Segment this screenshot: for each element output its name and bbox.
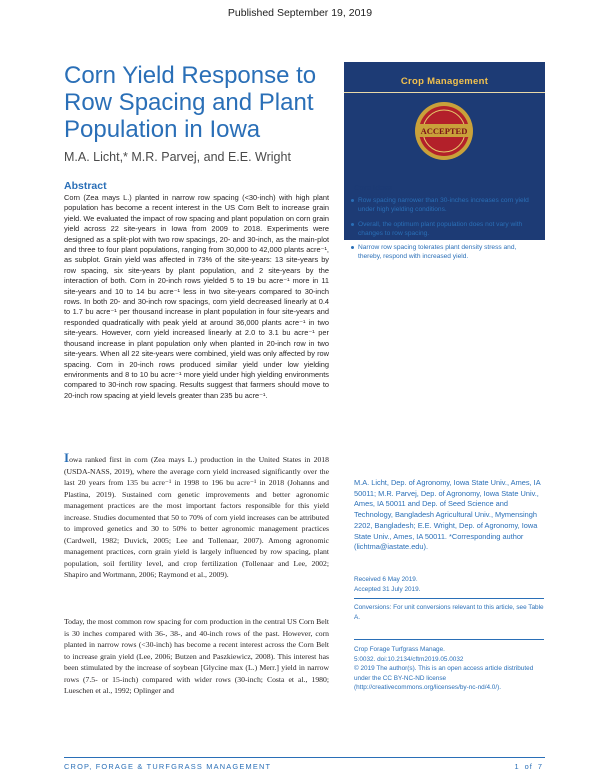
author-list: M.A. Licht,* M.R. Parvej, and E.E. Wright <box>64 150 291 164</box>
license-note: © 2019 The author(s). This is an open access article distributed under the CC BY-NC-ND license (http://creativecommons.org/licenses/by-nc-nd/4.0/). <box>354 665 534 692</box>
accepted-date: Accepted 31 July 2019. <box>354 585 421 593</box>
sidebar-divider <box>354 639 544 640</box>
published-date: Published September 19, 2019 <box>227 7 373 19</box>
sidebar-divider <box>354 598 544 599</box>
article-title: Corn Yield Response to Row Spacing and Plant Population in Iowa <box>64 62 317 143</box>
doi-line: 5:0032. doi:10.2134/cftm2019.05.0032 <box>354 655 464 663</box>
page-number <box>514 762 545 771</box>
citation-block <box>354 645 544 693</box>
accepted-seal-icon <box>413 100 475 162</box>
received-date: Received 6 May 2019. <box>354 576 418 583</box>
page-of: of <box>524 762 533 771</box>
core-idea-item: Row spacing narrower than 30-inches increases corn yield under high yielding conditions. <box>349 196 539 215</box>
journal-reference: Crop Forage Turfgrass Manage. <box>354 646 445 653</box>
core-idea-item: Narrow row spacing tolerates plant density stress and, thereby, respond with increased yield. <box>349 243 539 262</box>
footer-divider <box>64 757 545 758</box>
body-paragraph-1-text: owa ranked first in corn (Zea mays L.) production in the United States in 2018 (USDA-NASS, 2019), where the average corn yield increased significantly over the last 20 years from 135 bu acre⁻¹ in 1998 to 196 bu acre⁻¹ in 2018 (Johanns and Plastina, 2019). Sustained corn genetic improvements and better agronomic management practices are the most important factors responsible for this yield increase. Studies documented that 50 to 70% of corn yield increases can be attributed to improved genetics and 30 to 50% to better agronomic management practices (Cardwell, 1982; Duvick, 2005; Lee and Tollenaar, 2007). Among agronomic management practices, corn grain yield is largely influenced by row spacing, plant population, soil fertility level, and crop fertilization (Tollenaar and Lee, 2002; Shapiro and Wortmann, 2006; Raymond et al., 2009). <box>64 455 329 579</box>
core-ideas-list <box>349 196 539 267</box>
abstract-heading: Abstract <box>64 180 107 192</box>
article-dates <box>354 575 544 594</box>
body-paragraph-1 <box>64 452 329 581</box>
drop-cap: I <box>64 450 70 465</box>
core-idea-item: Overall, the optimum plant population does not vary with changes to row spacing. <box>349 220 539 239</box>
body-paragraph-2: Today, the most common row spacing for corn production in the central US Corn Belt is 30 inches compared with 36-, 38-, and 40-inch rows of the past. However, corn planted in narrow rows (<30-inch) has become a recent interest across the Corn Belt to increase grain yield (Lee, 2006; Butzen and Paszkiewicz, 2008). This interest has been stimulated by the increase of soybean [Glycine max (L.) Merr.] yield in narrow rows (7.5- or 15-inch) compared with wider rows (30-inch; Costa et al., 1980; Lueschen et al., 1992; Oplinger and <box>64 617 329 695</box>
category-label: Crop Management <box>400 76 489 87</box>
unit-conversions-note: Conversions: For unit conversions relevant to this article, see Table A. <box>354 604 544 621</box>
footer-journal-name: CROP, FORAGE & TURFGRASS MANAGEMENT <box>64 762 272 771</box>
seal-text: ACCEPTED <box>420 126 468 136</box>
page-current: 1 <box>514 762 520 771</box>
core-ideas-heading: Core Ideas <box>354 183 393 192</box>
page-total: 7 <box>537 762 543 771</box>
abstract-text: Corn (Zea mays L.) planted in narrow row spacing (<30-inch) with high plant population has become a recent interest in the US Corn Belt to increase grain yield. We evaluated the impact of row spacing and plant population on corn grain yield across 22 site-years in Iowa from 2009 to 2018. Experiments were designed as a split-plot with two row spacings, 20- and 30-inch, as the main-plot and three to four plant populations, ranging from 30,000 to 42,000 plants acre⁻¹, as subplot. Grain yield was affected in 73% of the site-years: 13 site-years by row spacing, six site-years by plant population, and 2 site-years by the interaction of both. Corn in 20-inch rows yielded 5 to 19 bu acre⁻¹ more in 11 site-years and 10 to 14 bu acre⁻¹ less in two site-years compared to 30-inch rows. In both 20- and 30-inch row spacings, corn yield decreased linearly at 0.4 to 1.7 bu acre⁻¹ per thousand increase in plant population in four site-years and responded quadratically with peak yield at around 36,000 plants acre⁻¹ in two site-years. However, corn yield increased linearly at 2.0 to 3.1 bu acre⁻¹ per thousand increase in plant population only when planted in 20-inch row in two site-years. When all 22 site-years were combined, yield was only affected by row spacing. Corn in 20-inch rows produced similar yield under low yielding environments and 8 to 10 bu acre⁻¹ more yield under high yielding environments compared to 30-inch row spacing. Results suggest that farmers should move to 20-inch row spacing at yield levels greater than 235 bu acre⁻¹. <box>64 193 329 400</box>
panel-divider <box>344 92 545 93</box>
author-affiliations: M.A. Licht, Dep. of Agronomy, Iowa State Univ., Ames, IA 50011; M.R. Parvej, Dep. of Agronomy, Iowa State Univ., Ames, IA 50011 and Dep. of Seed Science and Technology, Bangladesh Agricultural Univ., Mymensingh 2202, Bangladesh; E.E. Wright, Dep. of Agronomy, Iowa State Univ., Ames, IA 50011. *Corresponding author (lichtma@iastate.edu). <box>354 478 541 552</box>
